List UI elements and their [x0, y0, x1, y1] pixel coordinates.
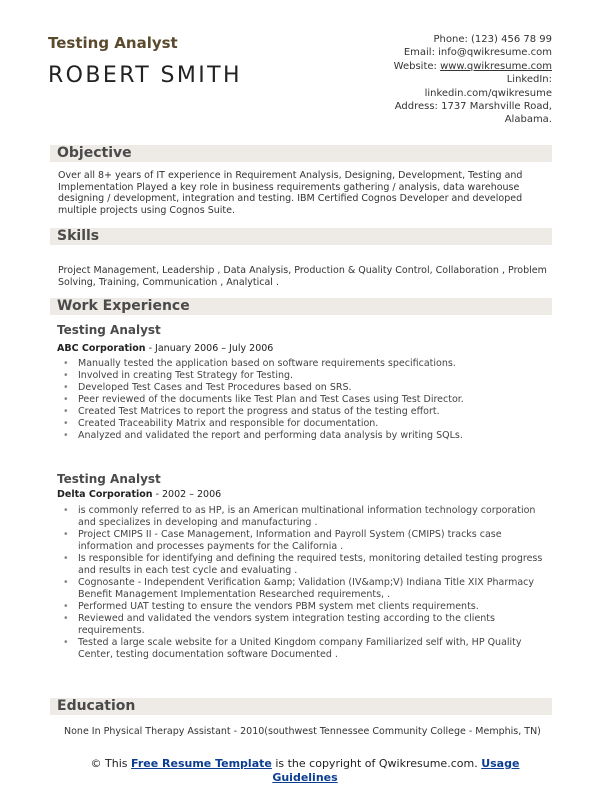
address-line-2: Alabama. — [504, 114, 552, 126]
list-item: • Created Test Matrices to report the progress and status of the testing effort. — [60, 406, 550, 418]
job-1-bullet-list — [60, 358, 550, 442]
email-line: Email: info@qwikresume.com — [403, 47, 552, 59]
skills-section-bar — [50, 228, 552, 245]
list-item: • Created Traceability Matrix and responsible for documentation. — [60, 418, 550, 430]
linkedin-value: linkedin.com/qwikresume — [424, 87, 552, 99]
contact-block — [332, 33, 552, 127]
website-link[interactable]: www.qwikresume.com — [440, 60, 552, 72]
phone-line: Phone: (123) 456 78 99 — [433, 34, 552, 45]
free-resume-template-link[interactable]: Free Resume Template — [131, 757, 272, 770]
work-heading: Work Experience — [57, 298, 190, 314]
candidate-name: ROBERT SMITH — [48, 63, 242, 88]
list-item: • Performed UAT testing to ensure the vendors PBM system met clients requirements. — [60, 601, 550, 613]
job-1-company: ABC Corporation — [57, 343, 146, 354]
objective-heading: Objective — [57, 145, 132, 161]
job-1-title: Testing Analyst — [57, 323, 161, 337]
list-item: • Peer reviewed of the documents like Test Plan and Test Cases using Test Director. — [60, 394, 550, 406]
list-item: • Cognosante - Independent Verification &amp; Validation (IV&amp;V) Indiana Title XIX Pharmacy Benefit Management Implementation Researched requirements, . — [60, 577, 550, 601]
copyright-footer — [85, 757, 525, 785]
list-item: • Involved in creating Test Strategy for Testing. — [60, 370, 550, 382]
job-1-dates: - January 2006 – July 2006 — [145, 343, 274, 354]
usage-guidelines-link[interactable]: Usage Guidelines — [272, 757, 520, 784]
job-2-bullet-list — [60, 505, 550, 661]
job-2-employer — [57, 489, 221, 500]
address-line-1: Address: 1737 Marshville Road, — [394, 101, 552, 113]
list-item: • Analyzed and validated the report and performing data analysis by writing SQLs. — [60, 430, 550, 442]
list-item: • Developed Test Cases and Test Procedures based on SRS. — [60, 382, 550, 394]
website-line — [332, 60, 552, 73]
job-2-company: Delta Corporation — [57, 489, 153, 500]
resume-job-title: Testing Analyst — [48, 34, 178, 52]
linkedin-label: LinkedIn: — [506, 74, 552, 86]
list-item: • Tested a large scale website for a United Kingdom company Familiarized self with, HP Quality Center, testing documentation software Documented . — [60, 637, 550, 661]
list-item: • is commonly referred to as HP, is an American multinational information technology corporation and specializes in developing and manufacturing . — [60, 505, 550, 529]
objective-text: Over all 8+ years of IT experience in Requirement Analysis, Designing, Development, Testing and Implementation Played a key role in business requirements gathering / analysis, data warehouse designing / development, integration and testing. IBM Certified Cognos Developer and developed multiple projects using Cognos Suite. — [58, 170, 523, 216]
education-heading: Education — [57, 698, 136, 714]
job-2-dates: - 2002 – 2006 — [152, 489, 222, 500]
job-1-employer — [57, 343, 273, 354]
list-item: • Project CMIPS II - Case Management, Information and Payroll System (CMIPS) tracks case information and processes payments for the California . — [60, 529, 550, 553]
footer-middle: is the copyright of Qwikresume.com. — [271, 757, 482, 770]
footer-prefix: © This — [90, 757, 132, 770]
job-2-title: Testing Analyst — [57, 472, 161, 486]
list-item: • Reviewed and validated the vendors system integration testing according to the clients requirements. — [60, 613, 550, 637]
skills-text: Project Management, Leadership , Data Analysis, Production & Quality Control, Collaboration , Problem Solving, Training, Communication , Analytical . — [58, 265, 547, 288]
website-label: Website: — [393, 60, 441, 72]
list-item: • Manually tested the application based on software requirements specifications. — [60, 358, 550, 370]
list-item: • Is responsible for identifying and defining the required tests, monitoring detailed testing progress and results in each test cycle and evaluating . — [60, 553, 550, 577]
skills-heading: Skills — [57, 228, 100, 244]
education-text: None In Physical Therapy Assistant - 2010(southwest Tennessee Community College - Memphis, TN) — [64, 726, 541, 737]
